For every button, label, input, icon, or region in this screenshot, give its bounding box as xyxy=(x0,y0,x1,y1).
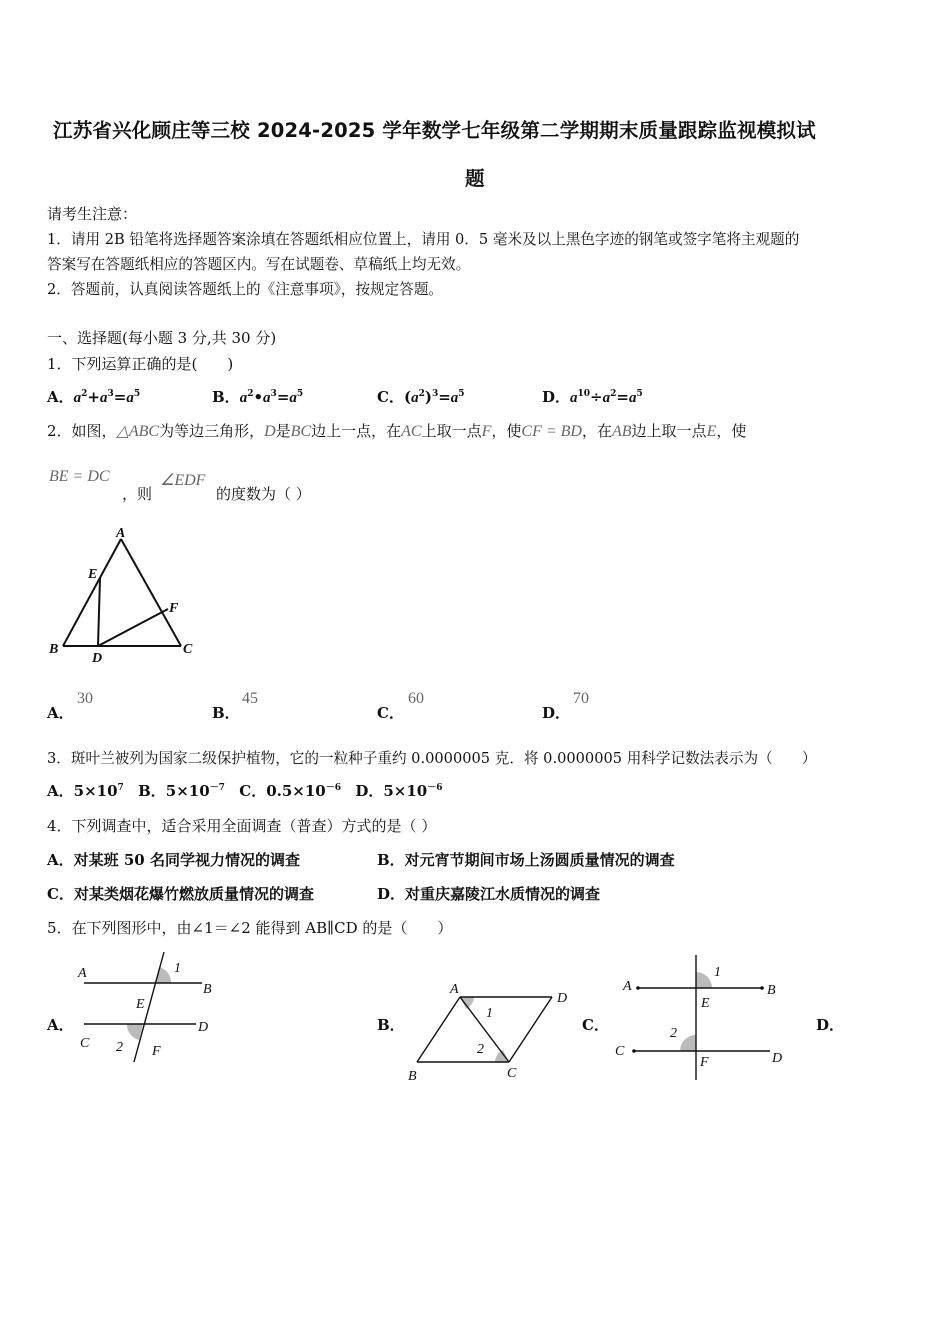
title-line-1: 江苏省兴化顾庄等三校 2024-2025 学年数学七年级第二学期期末质量跟踪监视模拟试 xyxy=(53,119,816,142)
q2-math-d: D xyxy=(264,423,276,440)
q5-figure-a xyxy=(70,950,230,1065)
q5a-label-a: A xyxy=(78,966,87,981)
notice-heading: 请考生注意： xyxy=(47,205,138,223)
q1-option-a: A．$a^2+a^3=a^5$ xyxy=(47,388,141,406)
q3-stem: 3．斑叶兰被列为国家二级保护植物，它的一粒种子重约 0.0000005 克．将 0.0000005 用科学记数法表示为（ ） xyxy=(47,750,817,767)
q2-math-abc: △ABC xyxy=(116,423,160,440)
q1-option-b-letter: B． xyxy=(212,388,240,406)
q2-text-1: 为等边三角形， xyxy=(159,422,265,440)
q2-math-ac: AC xyxy=(401,423,422,440)
q5b-label-c: C xyxy=(507,1066,517,1081)
q5c-point-c xyxy=(632,1049,636,1053)
q1-stem: 1．下列运算正确的是( ) xyxy=(47,355,234,373)
q5-option-c-letter: C． xyxy=(582,1016,609,1034)
q2-option-c-letter: C． xyxy=(377,704,404,722)
q5b-side-ba xyxy=(417,997,460,1062)
q5a-label-e: E xyxy=(136,997,145,1012)
q5c-angle-1-mark xyxy=(696,972,712,988)
q2-side-ab xyxy=(63,539,121,646)
q5c-label-f: F xyxy=(700,1055,709,1070)
q5a-label-f: F xyxy=(152,1044,161,1059)
q1-option-a-letter: A． xyxy=(47,388,74,406)
q2-text-7: 边上取一点 xyxy=(631,422,707,440)
q5a-label-one: 1 xyxy=(174,961,181,976)
q5c-label-c: C xyxy=(615,1044,625,1059)
q2-segment-df xyxy=(98,609,168,646)
q2-stem-line1 xyxy=(47,420,746,441)
q5b-diagonal-ac xyxy=(460,997,509,1062)
notice-item1-line1: 1．请用 2B 铅笔将选择题答案涂填在答题纸相应位置上，请用 0．5 毫米及以上黑色字迹的钢笔或签字笔将主观题的 xyxy=(47,231,800,248)
q3-option-b: B．$5\times 10^{-7}$ xyxy=(138,782,225,800)
q5-option-d-letter: D． xyxy=(816,1016,845,1034)
q5a-label-d: D xyxy=(198,1020,209,1035)
q2-math-bc: BC xyxy=(290,423,312,440)
q2-label-f: F xyxy=(169,601,179,616)
q2-text-8: ，使 xyxy=(716,422,747,440)
q2-label-b: B xyxy=(49,642,59,657)
q5c-label-a: A xyxy=(623,979,632,994)
q5a-label-b: B xyxy=(203,982,212,997)
q4-option-b: B．对元宵节期间市场上汤圆质量情况的调查 xyxy=(377,851,675,869)
q4-stem: 4．下列调查中，适合采用全面调查（普查）方式的是（ ） xyxy=(47,817,437,835)
q5-option-b-letter: B． xyxy=(377,1016,405,1034)
q4-option-d: D．对重庆嘉陵江水质情况的调查 xyxy=(377,885,601,903)
q2-option-a-value: 30 xyxy=(77,690,93,707)
q2-label-e: E xyxy=(88,567,98,582)
q5a-label-two: 2 xyxy=(116,1040,123,1055)
q5c-angle-2-mark xyxy=(680,1035,696,1051)
q3-option-c: C．$0.5\times 10^{-6}$ xyxy=(239,782,341,800)
q5c-label-two: 2 xyxy=(670,1026,677,1041)
q2-triangle-figure xyxy=(40,525,210,665)
q2-math-cf-bd: CF = BD xyxy=(521,423,582,440)
notice-item2: 2．答题前，认真阅读答题纸上的《注意事项》，按规定答题。 xyxy=(47,281,444,298)
q5b-label-b: B xyxy=(408,1069,417,1084)
q2-option-b-value: 45 xyxy=(242,690,258,707)
q2-option-b-letter: B． xyxy=(212,704,240,722)
q5b-label-d: D xyxy=(557,991,568,1006)
q2-text-2: 是 xyxy=(275,422,291,440)
q5b-side-dc xyxy=(509,997,552,1062)
q3-option-d: D．$5\times 10^{-6}$ xyxy=(355,782,443,800)
q5b-label-two: 2 xyxy=(477,1042,484,1057)
q5b-label-a: A xyxy=(450,982,459,997)
q5b-label-one: 1 xyxy=(486,1006,493,1021)
q5a-label-c: C xyxy=(80,1036,90,1051)
q1-option-c: C．$(a^2)^3=a^5$ xyxy=(377,388,465,406)
q2-math-f: F xyxy=(481,423,492,440)
q2-label-c: C xyxy=(183,642,193,657)
q2-option-d-letter: D． xyxy=(542,704,571,722)
q2-text-5: ，使 xyxy=(491,422,522,440)
q2-text-3: 边上一点，在 xyxy=(311,422,402,440)
q2-label-a: A xyxy=(116,526,126,541)
q5-option-a-letter: A． xyxy=(47,1016,74,1034)
q2-segment-de xyxy=(98,578,100,646)
q2-math-be-dc: BE = DC xyxy=(49,468,110,485)
q1-option-c-letter: C． xyxy=(377,388,404,406)
q5-figure-c xyxy=(610,952,790,1087)
q3-option-a: A．$5\times 10^7$ xyxy=(47,782,124,800)
q5-figure-b xyxy=(400,978,580,1088)
q3-options xyxy=(47,780,442,801)
q1-option-b: B．$a^2•a^3=a^5$ xyxy=(212,388,304,406)
q2-text-9: ，则 xyxy=(122,485,153,503)
q4-option-a: A．对某班 50 名同学视力情况的调查 xyxy=(47,851,300,869)
q5c-label-d: D xyxy=(772,1051,783,1066)
notice-item1-line2: 答案写在答题纸相应的答题区内。写在试题卷、草稿纸上均无效。 xyxy=(47,256,471,273)
q4-option-c: C．对某类烟花爆竹燃放质量情况的调查 xyxy=(47,885,314,903)
q2-prefix: 2．如图， xyxy=(47,422,117,440)
q5-stem: 5．在下列图形中，由∠1＝∠2 能得到 AB∥CD 的是（ ） xyxy=(47,919,453,937)
q1-option-d-letter: D． xyxy=(542,388,571,406)
q5c-point-a xyxy=(636,986,640,990)
q5c-label-one: 1 xyxy=(714,965,721,980)
q2-option-c-value: 60 xyxy=(408,690,424,707)
q2-math-ab: AB xyxy=(612,423,632,440)
section-choice-heading: 一、选择题(每小题 3 分,共 30 分) xyxy=(47,329,277,347)
q2-text-10: 的度数为（ ） xyxy=(216,485,311,503)
q2-text-6: ，在 xyxy=(581,422,612,440)
q1-option-d: D．$a^{10}\div a^2=a^5$ xyxy=(542,388,643,406)
q2-math-e: E xyxy=(706,423,717,440)
q2-math-edf: ∠EDF xyxy=(160,472,206,489)
q5c-label-e: E xyxy=(701,996,710,1011)
q2-text-4: 上取一点 xyxy=(421,422,482,440)
q5c-label-b: B xyxy=(767,983,776,998)
q2-option-a-letter: A． xyxy=(47,704,74,722)
q5c-point-b xyxy=(760,986,764,990)
q2-label-d: D xyxy=(92,651,103,666)
q2-option-d-value: 70 xyxy=(573,690,589,707)
title-line-2: 题 xyxy=(465,167,485,190)
